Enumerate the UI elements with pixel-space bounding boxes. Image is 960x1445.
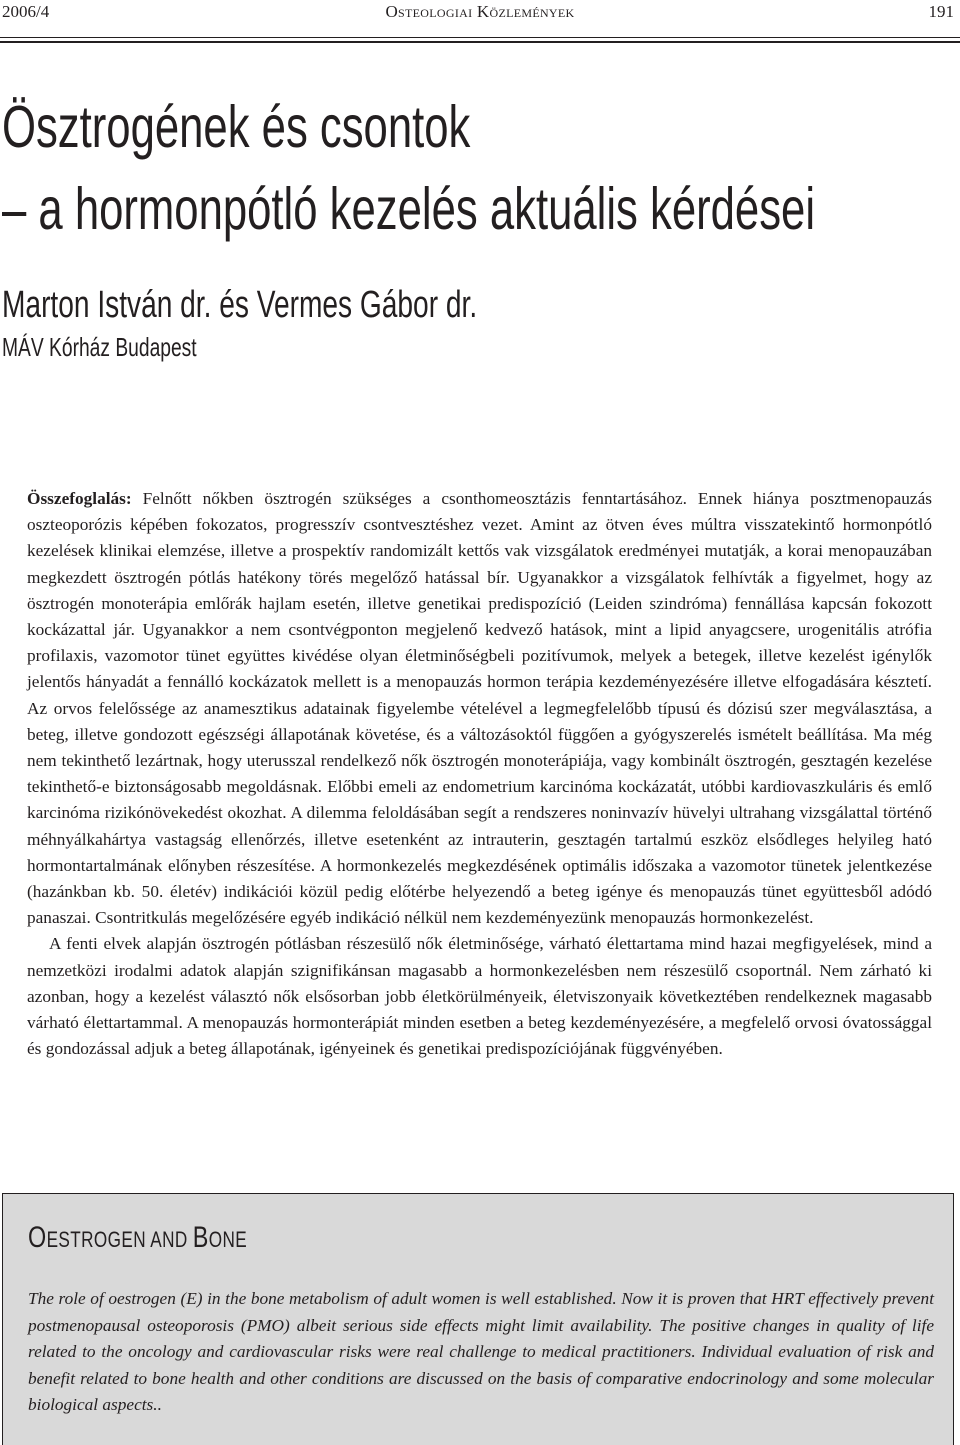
title-line-1: Ösztrogének és csontok (2, 94, 471, 160)
affiliation: MÁV Kórház Budapest (2, 332, 197, 362)
hungarian-abstract (27, 486, 932, 1062)
abstract-text-1: Felnőtt nőkben ösztrogén szükséges a csonthomeosztázis fenntartásához. Ennek hiánya posztmenopauzás oszteoporózis képében fokozatos, progresszív csontvesztéshez vezet. Amint az ötven éves múltra visszatekintő hormonpótló kezelések klinikai elemzése, illetve a prospektív randomizált kettős vak vizsgálatok eredményei mutatják, a korai menopauzában megkezdett ösztrogén pótlás hatékony törés megelőző hatással bír. Ugyanakkor a vizsgálatok felhívták a figyelmet, hogy az ösztrogén monoterápia emlőrák hajlam esetén, illetve genetikai predispozíció (Leiden szindróma) fennállása kapcsán fokozott kockázattal jár. Ugyanakkor a nem csontvégponton megjelenő kedvező hatások, mint a lipid anyagcsere, urogenitális atrófia profilaxis, vazomotor tünet együttes kivédése olyan életminőségbeli pozitívumok, melyek a betegek, illetve kezelést igénylők jelentős hányadát a fennálló kockázatok mellett is a menopauzás hormon terápia kezdeményezésére illetve elfogadására késztetí. Az orvos felelőssége az anamesztikus adatainak figyelembe vételével a legmegfelelőbb típusú és dózisú szer megválasztása, a beteg, illetve gondozott egészségi állapotának követése, és a változásoktól függően a gyógyszerelés ismételt beállítása. Ma még nem tekinthető lezártnak, hogy uterusszal rendelkező nők ösztrogén monoterápiája, vagy kombinált ösztrogén, gesztagén kezelése tekinthető-e biztonságosabb megoldásnak. Előbbi emeli az endometrium karcinóma kockázatát, utóbbi kardiovaszkuláris és emlő karcinóma rizikónövekedést okozhat. A dilemma feloldásában segít a rendszeres noninvazív hüvelyi ultrahang vizsgálattal történő méhnyálkahártya vastagság ellenőrzés, illetve esetenként az intrauterin, gesztagén tartalmú eszköz elsődleges helyileg ható hormontartalmának előnyben részesítése. A hormonkezelés megkezdésének optimális időszaka a vazomotor tünetek jelentkezése (hazánkban kb. 50. életév) indikációi közül pedig előtérbe helyezendő a beteg igénye és menopauzás tünet együttesből adódó panaszai. Csontritkulás megelőzésére egyéb indikáció nélkül nem kezdeményezünk menopauzás hormonkezelést. (27, 489, 932, 928)
abstract-paragraph-1 (27, 486, 932, 931)
abstract-label: Összefoglalás: (27, 489, 132, 508)
english-title-rest-2: ONE (208, 1227, 248, 1252)
english-abstract-box (2, 1193, 954, 1445)
issue-number: 2006/4 (2, 2, 50, 21)
article-title (2, 86, 957, 250)
english-title-rest-1: ESTROGEN AND (46, 1227, 193, 1252)
page-number: 191 (928, 2, 954, 21)
english-title-cap-2: B (192, 1221, 209, 1254)
header-rule-thin (0, 37, 960, 38)
journal-name: Osteologiai Közlemények (385, 2, 575, 21)
header-rule-thick (0, 41, 960, 43)
running-header (0, 0, 960, 24)
title-line-2: – a hormonpótló kezelés aktuális kérdései (2, 176, 816, 242)
english-title-cap-1: O (28, 1221, 47, 1254)
abstract-paragraph-2: A fenti elvek alapján ösztrogén pótlásban részesülő nők életminősége, várható élettartama mind hazai megfigyelések, mind a nemzetközi irodalmi adatok alapján szignifikánsan magasabb a hormonkezelésben nem részesülő csoportnál. Nem zárható ki azonban, hogy a kezelést választó nők elsősorban jobb életkörülményeik, életviszonyaik következtében rendelkeznek magasabb várható élettartammal. A menopauzás hormonterápiát minden esetben a beteg kezdeményezésére, a megfelelő orvosi óvatossággal és gondozással adjuk a beteg állapotának, igényeinek és genetikai predispozíciójának függvényében. (27, 934, 932, 1059)
english-abstract-text: The role of oestrogen (E) in the bone metabolism of adult women is well established. Now it is proven that HRT effectively prevent postmenopausal osteoporosis (PMO) albeit serious side effects might limit availability. The positive changes in quality of life related to the oncology and cardiovascular risks were real challenge to medical practitioners. Individual evaluation of risk and benefit related to bone health and other conditions are discussed on the basis of comparative endocrinology and some molecular biological aspects.. (28, 1289, 934, 1414)
english-title (28, 1220, 247, 1258)
authors: Marton István dr. és Vermes Gábor dr. (2, 284, 478, 326)
